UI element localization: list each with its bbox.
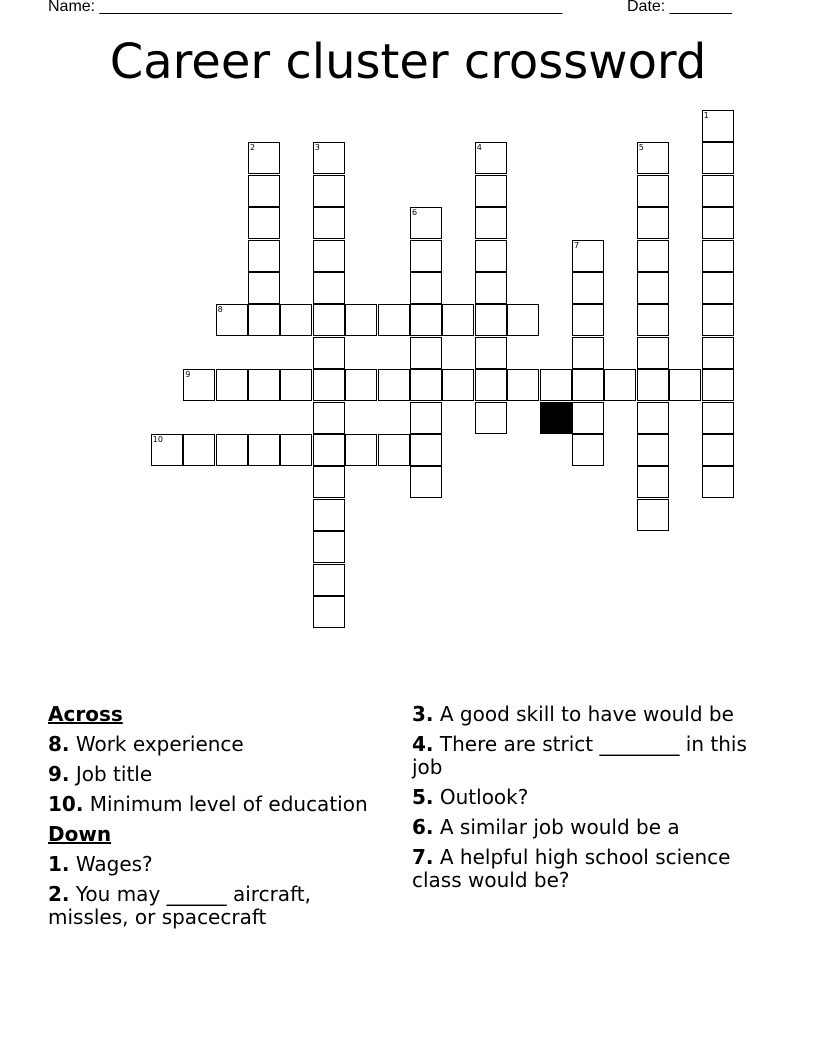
clue-number-label: 1 — [703, 111, 709, 120]
clue-text: A good skill to have would be — [433, 702, 734, 726]
grid-cell[interactable] — [475, 272, 507, 304]
clue-item — [48, 763, 378, 786]
grid-cell[interactable] — [572, 369, 604, 401]
grid-cell[interactable] — [702, 466, 734, 498]
grid-cell[interactable] — [248, 369, 280, 401]
name-field: Name: ____________________________________________________ — [48, 0, 563, 15]
clue-number: 5. — [412, 785, 434, 809]
grid-cell[interactable] — [572, 304, 604, 336]
grid-cell[interactable] — [637, 304, 669, 336]
clue-number-label: 9 — [185, 370, 191, 380]
grid-cell[interactable] — [637, 337, 669, 369]
clue-item — [48, 853, 378, 876]
clue-item — [412, 786, 752, 809]
grid-cell[interactable] — [313, 304, 345, 336]
grid-cell[interactable] — [637, 466, 669, 498]
grid-cell[interactable] — [410, 272, 442, 304]
grid-cell[interactable] — [410, 240, 442, 272]
clue-number: 4. — [412, 732, 434, 756]
grid-cell[interactable] — [313, 369, 345, 401]
grid-cell[interactable] — [507, 369, 539, 401]
grid-cell[interactable] — [572, 402, 604, 434]
clue-number-label: 3 — [314, 143, 320, 153]
grid-cell[interactable] — [475, 207, 507, 239]
grid-cell[interactable] — [475, 402, 507, 434]
grid-cell[interactable] — [702, 207, 734, 239]
clue-text: Minimum level of education — [83, 792, 368, 816]
date-field: Date: _______ — [627, 0, 732, 15]
clue-text: There are strict ________ in this job — [412, 732, 747, 779]
grid-cell[interactable] — [637, 207, 669, 239]
clue-item — [412, 733, 752, 779]
grid-cell[interactable] — [313, 272, 345, 304]
grid-cell[interactable] — [475, 240, 507, 272]
grid-cell[interactable] — [280, 369, 312, 401]
grid-cell[interactable] — [637, 272, 669, 304]
grid-cell[interactable] — [475, 337, 507, 369]
grid-cell[interactable] — [410, 337, 442, 369]
grid-cell[interactable] — [540, 369, 572, 401]
clue-number-label: 2 — [250, 143, 256, 153]
grid-cell[interactable] — [637, 240, 669, 272]
grid-cell[interactable] — [637, 369, 669, 401]
clue-number-label: 8 — [217, 305, 223, 315]
clue-text: Outlook? — [433, 785, 529, 809]
grid-cell[interactable] — [183, 434, 215, 466]
clue-number-label: 4 — [476, 143, 482, 153]
clue-item — [48, 793, 378, 816]
clue-item — [48, 733, 378, 756]
grid-cell[interactable] — [702, 304, 734, 336]
grid-cell[interactable] — [313, 596, 345, 628]
grid-cell[interactable] — [475, 175, 507, 207]
black-cell — [540, 402, 572, 434]
grid-cell[interactable] — [378, 434, 410, 466]
clue-number: 9. — [48, 762, 70, 786]
page-title: Career cluster crossword — [109, 34, 707, 90]
grid-cell[interactable] — [313, 564, 345, 596]
grid-cell[interactable] — [248, 304, 280, 336]
clue-number: 7. — [412, 845, 434, 869]
clue-number: 3. — [412, 702, 434, 726]
grid-cell[interactable] — [572, 434, 604, 466]
grid-cell[interactable] — [313, 175, 345, 207]
clue-text: You may ______ aircraft, missles, or spacecraft — [48, 882, 311, 929]
grid-cell[interactable] — [313, 402, 345, 434]
grid-cell[interactable] — [702, 369, 734, 401]
grid-cell[interactable] — [313, 434, 345, 466]
grid-cell[interactable] — [410, 402, 442, 434]
grid-cell[interactable] — [248, 240, 280, 272]
grid-cell[interactable] — [507, 304, 539, 336]
grid-cell[interactable] — [313, 337, 345, 369]
section-heading-across: Across — [48, 702, 123, 726]
grid-cell[interactable] — [248, 272, 280, 304]
grid-cell[interactable] — [410, 434, 442, 466]
grid-cell[interactable] — [637, 402, 669, 434]
grid-cell[interactable] — [313, 499, 345, 531]
clue-item — [412, 846, 752, 892]
grid-cell[interactable] — [702, 337, 734, 369]
grid-cell[interactable] — [410, 466, 442, 498]
grid-cell[interactable] — [702, 434, 734, 466]
clue-number-label: 10 — [152, 435, 163, 444]
clue-number: 1. — [48, 852, 70, 876]
grid-cell[interactable] — [313, 240, 345, 272]
grid-cell[interactable] — [345, 369, 377, 401]
clue-number: 6. — [412, 815, 434, 839]
clues-right-column — [412, 703, 752, 892]
clue-item — [412, 816, 752, 839]
clue-number: 10. — [48, 792, 84, 816]
grid-cell[interactable] — [475, 304, 507, 336]
grid-cell[interactable] — [313, 207, 345, 239]
grid-cell[interactable] — [345, 434, 377, 466]
grid-cell[interactable] — [637, 434, 669, 466]
grid-cell[interactable] — [248, 434, 280, 466]
grid-cell[interactable] — [216, 369, 248, 401]
clue-number-label: 7 — [574, 240, 580, 250]
grid-cell[interactable] — [410, 304, 442, 336]
grid-cell[interactable] — [702, 175, 734, 207]
grid-cell[interactable] — [572, 272, 604, 304]
clue-number: 2. — [48, 882, 70, 906]
grid-cell[interactable] — [280, 434, 312, 466]
grid-cell[interactable] — [216, 434, 248, 466]
clue-number-label: 5 — [638, 143, 644, 153]
clue-text: Wages? — [69, 852, 153, 876]
grid-cell[interactable] — [702, 142, 734, 174]
grid-cell[interactable] — [248, 175, 280, 207]
grid-cell[interactable] — [702, 272, 734, 304]
grid-cell[interactable] — [280, 304, 312, 336]
grid-cell[interactable] — [604, 369, 636, 401]
grid-cell[interactable] — [637, 499, 669, 531]
clues-left-column — [48, 703, 378, 929]
clue-item — [412, 703, 752, 726]
grid-cell[interactable] — [410, 369, 442, 401]
clue-text: A similar job would be a — [433, 815, 680, 839]
grid-cell[interactable] — [248, 207, 280, 239]
grid-cell[interactable] — [378, 369, 410, 401]
grid-cell[interactable] — [442, 304, 474, 336]
grid-cell[interactable] — [313, 466, 345, 498]
clue-text: Work experience — [69, 732, 244, 756]
clue-text: A helpful high school science class would be? — [412, 845, 731, 892]
grid-cell[interactable] — [313, 531, 345, 563]
grid-cell[interactable] — [475, 369, 507, 401]
grid-cell[interactable] — [442, 369, 474, 401]
grid-cell[interactable] — [702, 402, 734, 434]
clue-item — [48, 883, 378, 929]
clue-number: 8. — [48, 732, 70, 756]
grid-cell[interactable] — [572, 337, 604, 369]
grid-cell[interactable] — [378, 304, 410, 336]
grid-cell[interactable] — [669, 369, 701, 401]
clue-text: Job title — [69, 762, 153, 786]
clue-number-label: 6 — [412, 208, 418, 218]
grid-cell[interactable] — [702, 240, 734, 272]
section-heading-down: Down — [48, 822, 112, 846]
grid-cell[interactable] — [637, 175, 669, 207]
grid-cell[interactable] — [345, 304, 377, 336]
